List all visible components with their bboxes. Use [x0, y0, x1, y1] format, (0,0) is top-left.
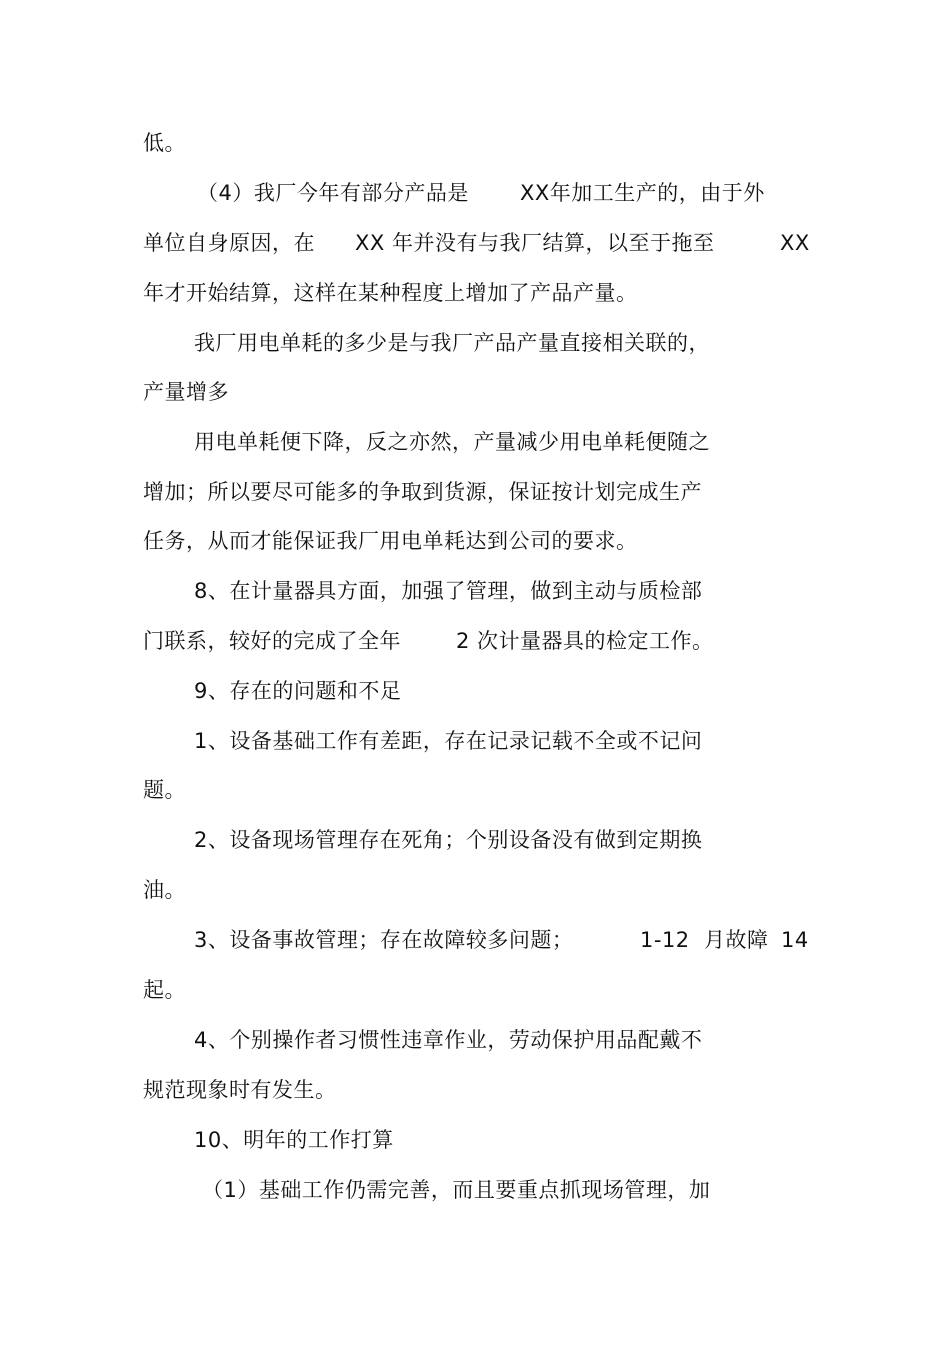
text-line: 单位自身原因，在: [143, 231, 315, 255]
text-line: 我厂用电单耗的多少是与我厂产品产量直接相关联的，: [194, 331, 710, 355]
text-line: 任务，从而才能保证我厂用电单耗达到公司的要求。: [143, 529, 638, 553]
text-line: 题。: [143, 778, 186, 802]
text-line: 低。: [143, 131, 186, 155]
text-line: 用电单耗便下降，反之亦然，产量减少用电单耗便随之: [194, 430, 710, 454]
text-line: 8、在计量器具方面，加强了管理，做到主动与质检部: [194, 579, 703, 603]
section-heading: 10、明年的工作打算: [194, 1128, 394, 1152]
text-line: 油。: [143, 878, 186, 902]
text-line: 产量增多: [143, 380, 229, 404]
text-line: 增加；所以要尽可能多的争取到货源，保证按计划完成生产: [143, 480, 702, 504]
text-line: （1）基础工作仍需完善，而且要重点抓现场管理，加: [202, 1178, 711, 1202]
text-line: 规范现象时有发生。: [143, 1078, 337, 1102]
text-line: 1、设备基础工作有差距，存在记录记载不全或不记问: [194, 729, 703, 753]
text-line: 2、设备现场管理存在死角；个别设备没有做到定期换: [194, 828, 703, 852]
text-line: 1-12 月故障: [640, 928, 769, 952]
text-line: 4、个别操作者习惯性违章作业，劳动保护用品配戴不: [194, 1028, 703, 1052]
text-line: XX年加工生产的，由于外: [520, 181, 765, 205]
text-line: XX: [780, 231, 810, 255]
text-line: XX 年并没有与我厂结算，以至于拖至: [355, 231, 715, 255]
text-line: （4）我厂今年有部分产品是: [197, 181, 469, 205]
section-heading: 9、存在的问题和不足: [194, 679, 402, 703]
text-line: 门联系，较好的完成了全年: [143, 629, 401, 653]
text-line: 年才开始结算，这样在某种程度上增加了产品产量。: [143, 281, 638, 305]
text-line: 2 次计量器具的检定工作。: [456, 629, 714, 653]
text-line: 14: [781, 928, 809, 952]
text-line: 起。: [143, 978, 186, 1002]
text-line: 3、设备事故管理；存在故障较多问题；: [194, 928, 574, 952]
